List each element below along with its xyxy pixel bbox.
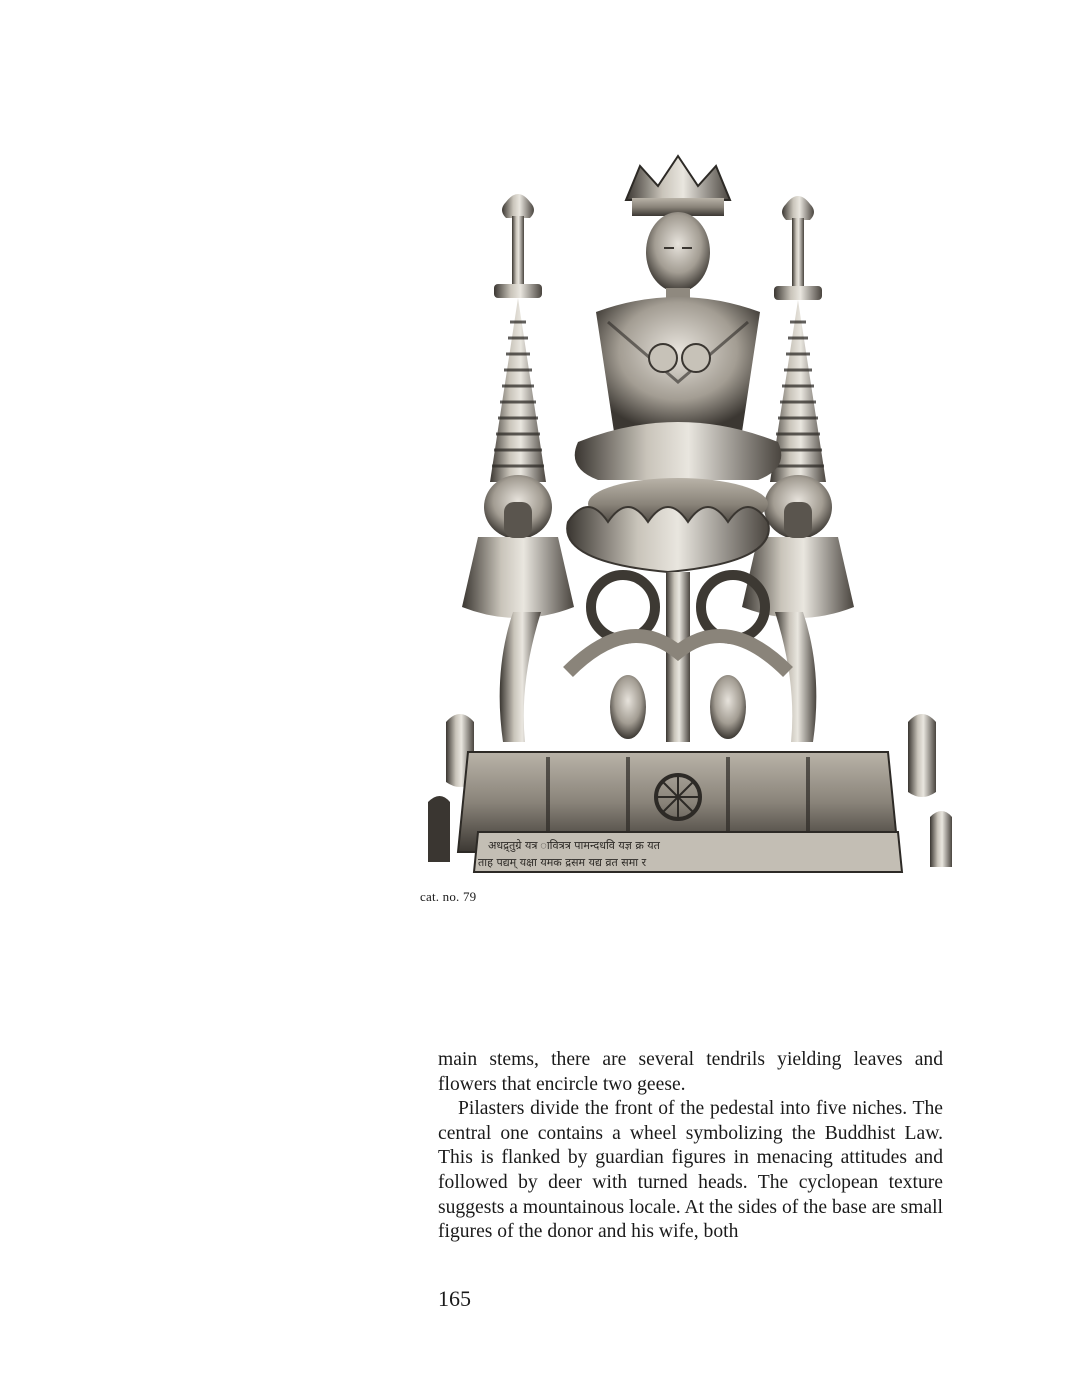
- inscription-line-2: ताह पद्यम् यक्षा यमक द्रसम यद्य व्रत समा र: [478, 856, 647, 869]
- sculpture-figure: [418, 152, 963, 887]
- inscription-line-1: अधद्र्‌तुग्रे यत्र ावित्रत्र पामन्दधवि यज्ञ क्र यत: [488, 839, 660, 852]
- paragraph-1: main stems, there are several tendrils yielding leaves and flowers that encircle two geese.: [438, 1049, 943, 1095]
- sculpture-illustration: [418, 152, 963, 887]
- figure-caption: cat. no. 79: [420, 889, 477, 904]
- paragraph-2: Pilasters divide the front of the pedestal into five niches. The central one contains a wheel symbolizing the Buddhist Law. This is flanked by guardian figures in menacing attitudes and followed by deer with turned heads. The cyclopean texture suggests a mountainous locale. At the sides of the base are small figures of the donor and his wife, both: [438, 1098, 943, 1243]
- body-text: [438, 1048, 943, 1245]
- left-stupa: [462, 194, 574, 742]
- pedestal: [458, 752, 902, 872]
- page-number: 165: [438, 1286, 471, 1311]
- central-deity: [567, 156, 781, 572]
